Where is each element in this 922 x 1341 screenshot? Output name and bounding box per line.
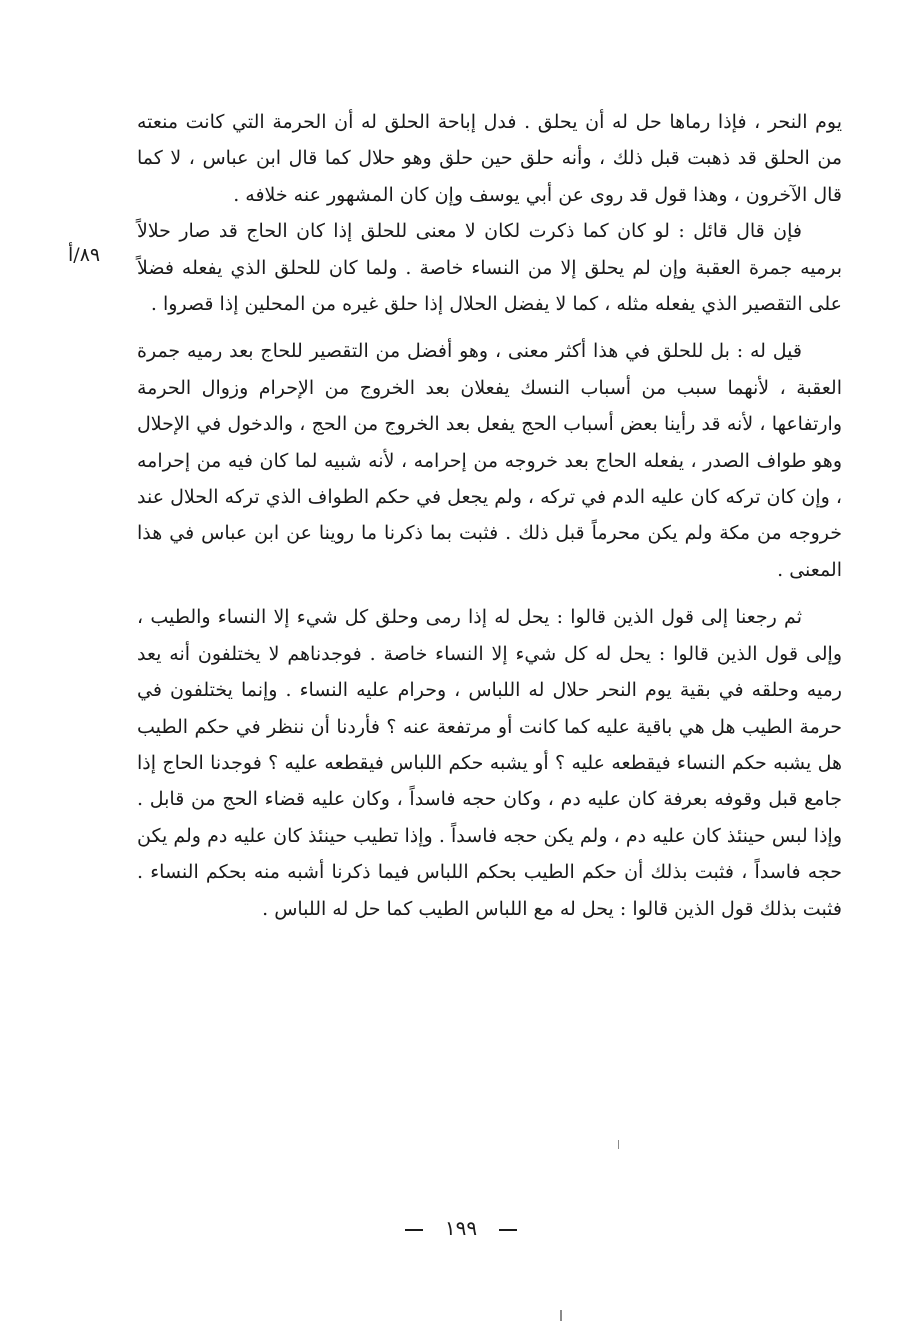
page-number: ١٩٩: [444, 1216, 478, 1240]
right-dash: [499, 1229, 517, 1231]
paragraph-1: يوم النحر ، فإذا رماها حل له أن يحلق . فدل إباحة الحلق له أن الحرمة التي كانت منعته من الحلق قد ذهبت قبل ذلك ، وأنه حلق حين حلق وهو حلال كما قال ابن عباس ، لا كما قال الآخرون ، وهذا قول قد روى عن أبي يوسف وإن كان المشهور عنه خلافه .: [137, 111, 842, 206]
scan-speck: [560, 1310, 562, 1321]
body-text: [137, 104, 842, 927]
paragraph-3: قيل له : بل للحلق في هذا أكثر معنى ، وهو أفضل من التقصير للحاج بعد رميه جمرة العقبة ، لأنهما سبب من أسباب النسك يفعلان بعد الخروج من الإحرام وزوال الحرمة وارتفاعها ، لأنه قد رأينا بعض أسباب الحج يفعل بعد الخروج من الحج ، والدخول في الإحلال وهو طواف الصدر ، يفعله الحاج بعد خروجه من إحرامه ، لأنه شبيه لما كان فيه من إحرامه ، وإن كان تركه كان عليه الدم في تركه ، ولم يجعل في حكم الطواف الذي تركه الحلال عند خروجه من مكة ولم يكن محرماً قبل ذلك . فثبت بما ذكرنا ما روينا عن ابن عباس في هذا المعنى .: [137, 340, 842, 581]
page-number-footer: [0, 1216, 922, 1240]
scan-speck: [618, 1140, 619, 1149]
paragraph-2: فإن قال قائل : لو كان كما ذكرت لكان لا معنى للحلق إذا كان الحاج قد صار حلالاً برميه جمرة العقبة وإن لم يحلق إلا من النساء خاصة . ولما كان للحلق الذي يفعله فضلاً على التقصير الذي يفعله مثله ، كما لا يفضل الحلال إذا حلق غيره من المحلين إذا قصروا .: [137, 220, 842, 316]
left-dash: [405, 1229, 423, 1231]
folio-margin-note: ٨٩/أ: [68, 244, 101, 266]
paragraph-4: ثم رجعنا إلى قول الذين قالوا : يحل له إذا رمى وحلق كل شيء إلا النساء والطيب ، وإلى قول الذين قالوا : يحل له كل شيء إلا النساء خاصة . فوجدناهم لا يختلفون أنه يعد رميه وحلقه في بقية يوم النحر حلال له اللباس ، وحرام عليه النساء . وإنما يختلفون في حرمة الطيب هل هي باقية عليه كما كانت أو مرتفعة عنه ؟ فأردنا أن ننظر في حكم الطيب هل يشبه حكم النساء فيقطعه عليه ؟ أو يشبه حكم اللباس فيقطعه عليه ؟ فوجدنا الحاج إذا جامع قبل وقوفه بعرفة كان عليه دم ، وكان حجه فاسداً ، وكان عليه قضاء الحج من قابل . وإذا لبس حينئذ كان عليه دم ، ولم يكن حجه فاسداً . وإذا تطيب حينئذ كان عليه دم ولم يكن حجه فاسداً ، فثبت بذلك أن حكم الطيب بحكم اللباس فيما ذكرنا أشبه منه بحكم النساء . فثبت بذلك قول الذين قالوا : يحل له مع اللباس الطيب كما حل له اللباس .: [137, 606, 842, 920]
